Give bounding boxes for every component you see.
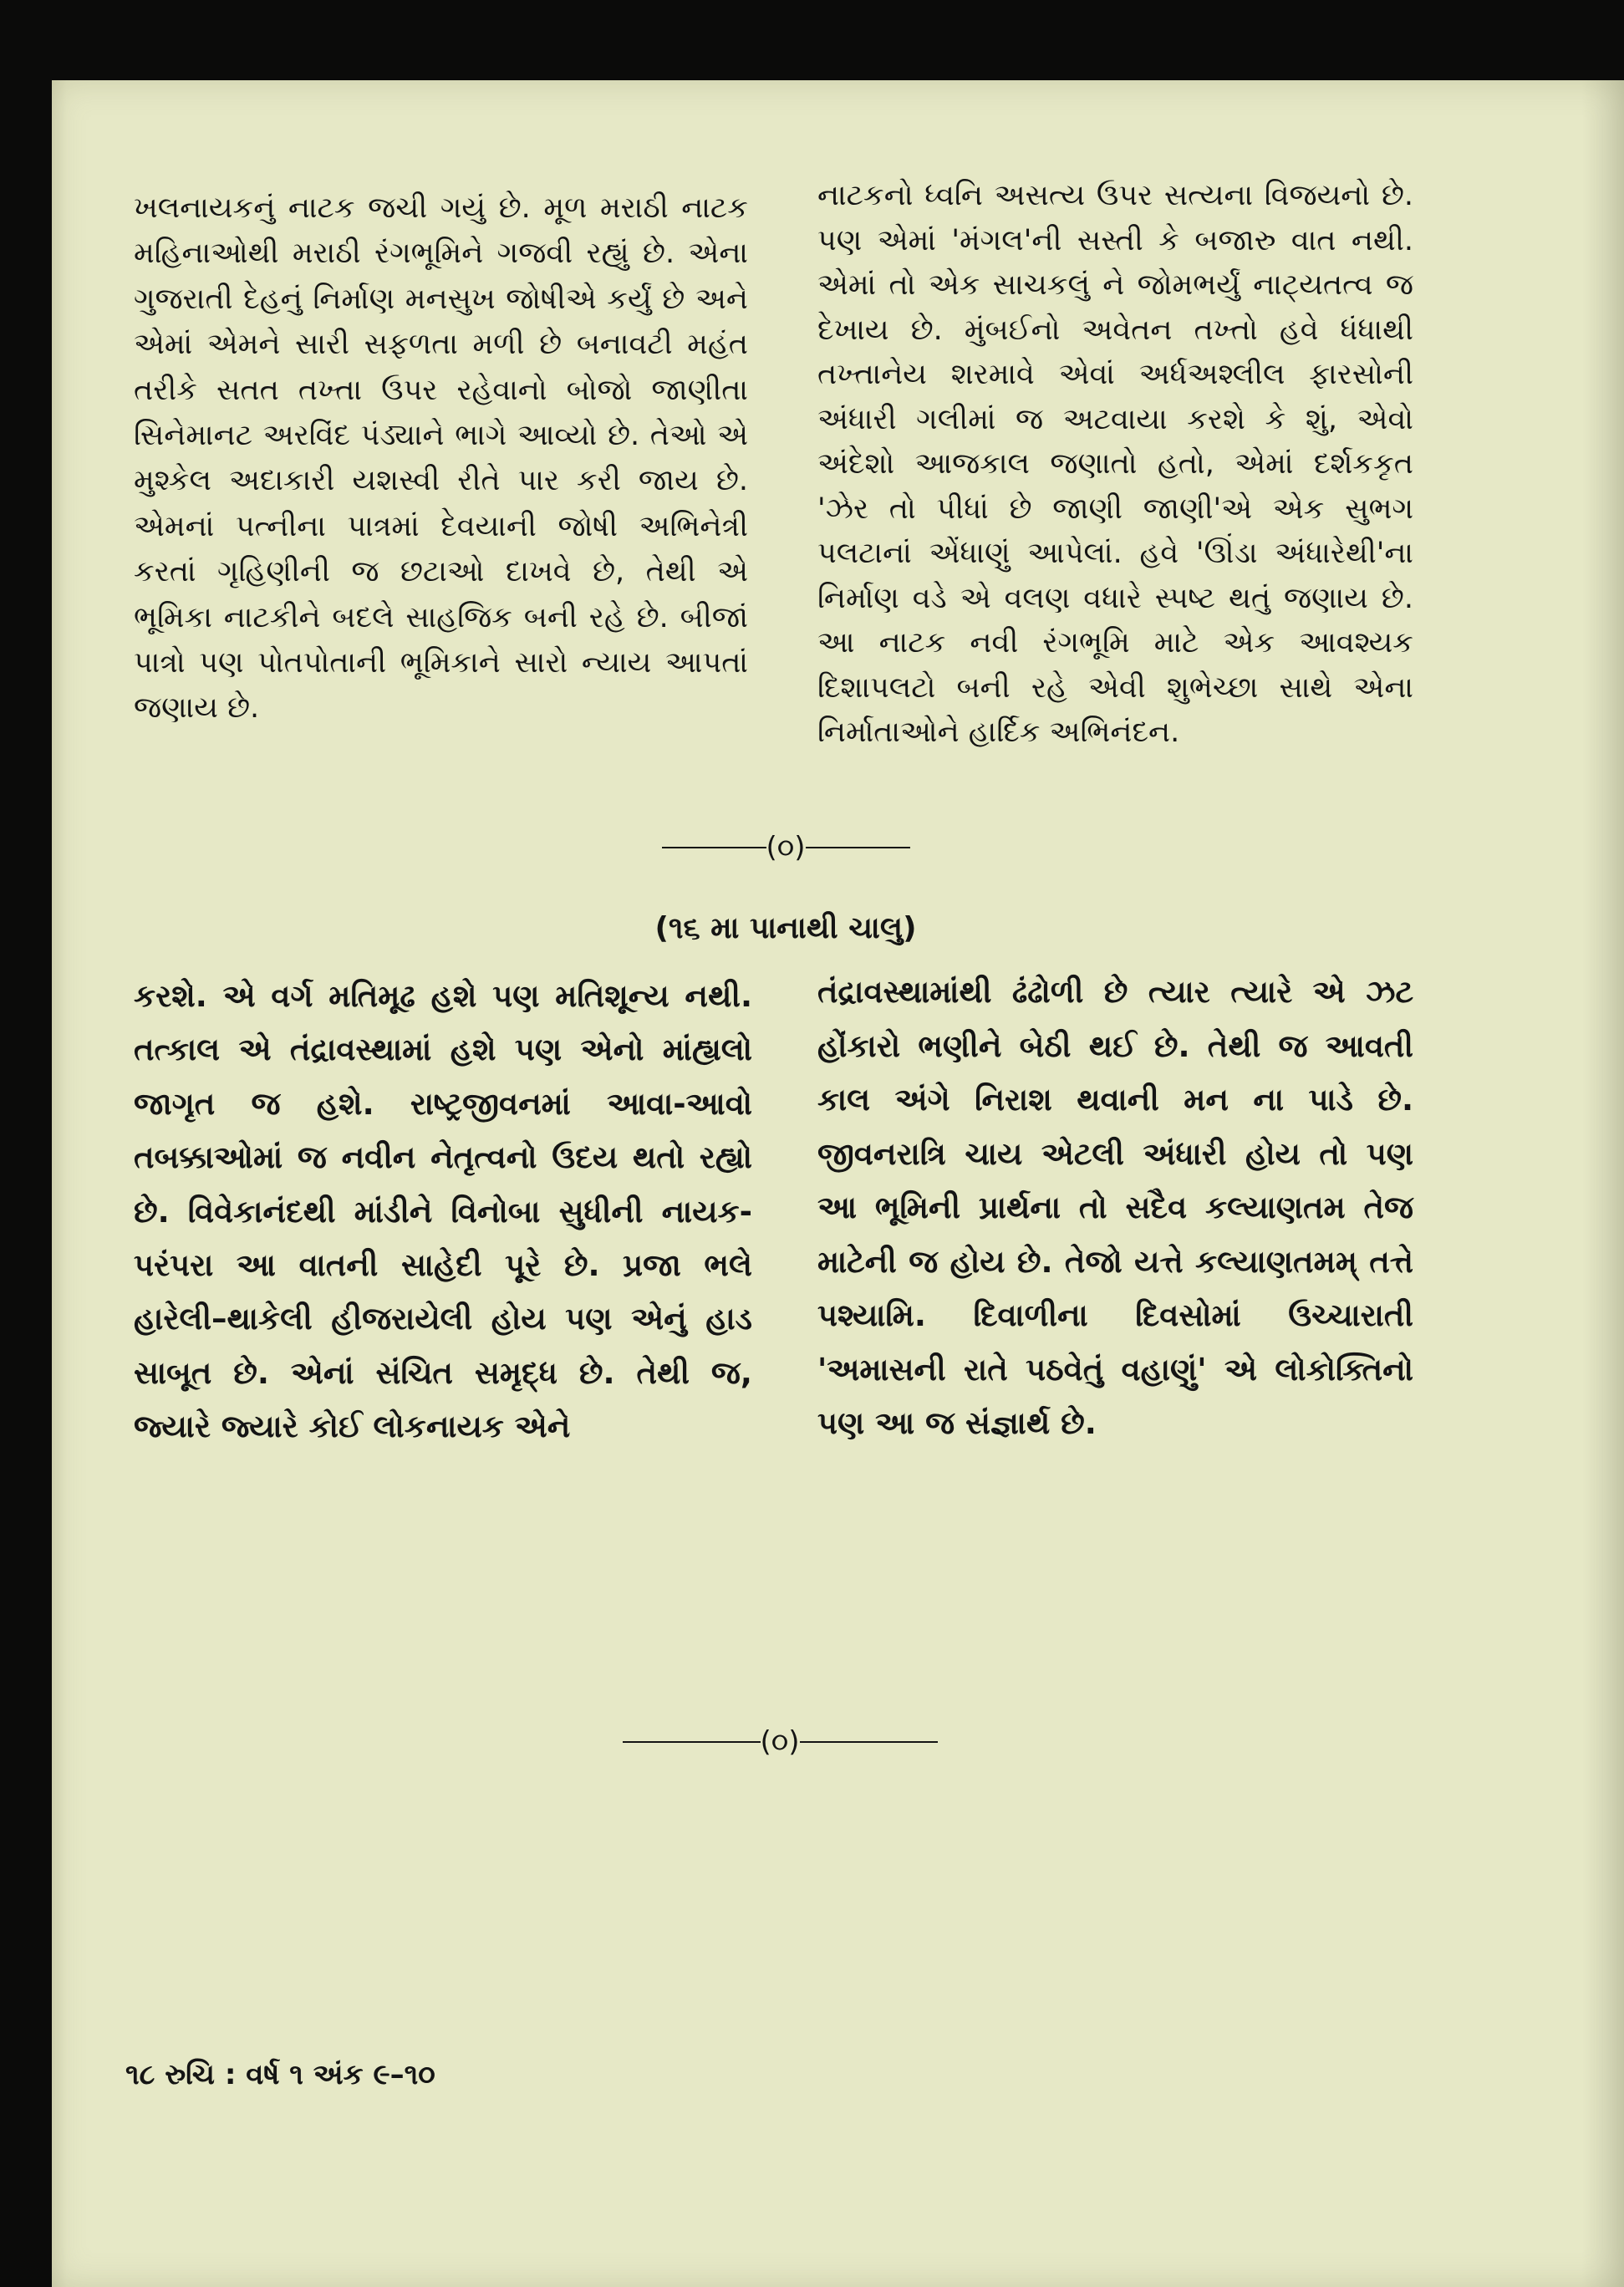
article-bottom-right-column <box>817 965 1413 1451</box>
article-top-right-column <box>817 174 1413 756</box>
article-top-left-column <box>134 186 748 731</box>
section-separator <box>652 831 919 864</box>
continuation-note: (૧૬ મા પાનાથી ચાલુ) <box>654 911 917 945</box>
separator-rule-left <box>662 847 766 848</box>
separator-mark: (૦) <box>760 1725 800 1759</box>
end-separator <box>608 1725 951 1759</box>
article-bottom-right-text: તંદ્રાવસ્થામાંથી ઢંઢોળી છે ત્યાર ત્યારે એ ઝટ હોંકારો ભણીને બેઠી થઈ છે. તેથી જ આવતી કાલ અંગે નિરાશ થવાની મન ના પાડે છે. જીવનરાત્રિ ચાય એટલી અંધારી હોય તો પણ આ ભૂમિની પ્રાર્થના તો સદૈવ કલ્યાણતમ તેજ માટેની જ હોય છે. તેજો યત્તે કલ્યાણતમમ્ તત્તે પશ્યામિ. દિવાળીના દિવસોમાં ઉચ્ચારાતી 'અમાસની રાતે પઠવેતું વહાણું' એ લોકોક્તિનો પણ આ જ સંજ્ઞાર્થ છે. <box>817 974 1413 1441</box>
article-bottom-left-column <box>134 970 752 1454</box>
separator-rule-left <box>623 1741 761 1743</box>
article-top-right-text: નાટકનો ધ્વનિ અસત્ય ઉપર સત્યના વિજયનો છે. પણ એમાં 'મંગલ'ની સસ્તી કે બજારુ વાત નથી. એમાં તો એક સાચકલું ને જોમભર્યું નાટ્યતત્વ જ દેખાય છે. મુંબઈનો અવેતન તખ્તો હવે ધંધાથી તખ્તાનેય શરમાવે એવાં અર્ધઅશ્લીલ ફારસોની અંધારી ગલીમાં જ અટવાયા કરશે કે શું, એવો અંદેશો આજકાલ જણાતો હતો, એમાં દર્શકકૃત 'ઝેર તો પીધાં છે જાણી જાણી'એ એક સુભગ પલટાનાં એંધાણું આપેલાં. હવે 'ઊંડા અંધારેથી'ના નિર્માણ વડે એ વલણ વધારે સ્પષ્ટ થતું જણાય છે. આ નાટક નવી રંગભૂમિ માટે એક આવશ્યક દિશાપલટો બની રહે એવી શુભેચ્છા સાથે એના નિર્માતાઓને હાર્દિક અભિનંદન. <box>817 179 1413 749</box>
article-top-left-text: ખલનાયકનું નાટક જચી ગયું છે. મૂળ મરાઠી નાટક મહિનાઓથી મરાઠી રંગભૂમિને ગજવી રહ્યું છે. એના ગુજરાતી દેહનું નિર્માણ મનસુખ જોષીએ કર્યું છે અને એમાં એમને સારી સફળતા મળી છે બનાવટી મહંત તરીકે સતત તખ્તા ઉપર રહેવાનો બોજો જાણીતા સિનેમાનટ અરવિંદ પંડ્યાને ભાગે આવ્યો છે. તેઓ એ મુશ્કેલ અદાકારી યશસ્વી રીતે પાર કરી જાય છે. એમનાં પત્નીના પાત્રમાં દેવયાની જોષી અભિનેત્રી કરતાં ગૃહિણીની જ છટાઓ દાખવે છે, તેથી એ ભૂમિકા નાટકીને બદલે સાહજિક બની રહે છે. બીજાં પાત્રો પણ પોતપોતાની ભૂમિકાને સારો ન્યાય આપતાં જણાય છે. <box>134 191 748 726</box>
page-footer: ૧૮ રુચિ : વર્ષ ૧ અંક ૯–૧૦ <box>125 2058 435 2091</box>
separator-rule-right <box>800 1741 938 1743</box>
separator-rule-right <box>806 847 910 848</box>
article-bottom-left-text: કરશે. એ વર્ગ મતિમૂઢ હશે પણ મતિશૂન્ય નથી. તત્કાલ એ તંદ્રાવસ્થામાં હશે પણ એનો માંહ્યલો જાગૃત જ હશે. રાષ્ટ્રજીવનમાં આવા-આવો તબક્કાઓમાં જ નવીન નેતૃત્વનો ઉદય થતો રહ્યો છે. વિવેકાનંદથી માંડીને વિનોબા સુધીની નાયક-પરંપરા આ વાતની સાહેદી પૂરે છે. પ્રજા ભલે હારેલી–થાકેલી હીજરાયેલી હોય પણ એનું હાડ સાબૂત છે. એનાં સંચિત સમૃદ્ધ છે. તેથી જ, જ્યારે જ્યારે કોઈ લોકનાયક એને <box>134 978 752 1445</box>
separator-mark: (૦) <box>766 831 806 864</box>
